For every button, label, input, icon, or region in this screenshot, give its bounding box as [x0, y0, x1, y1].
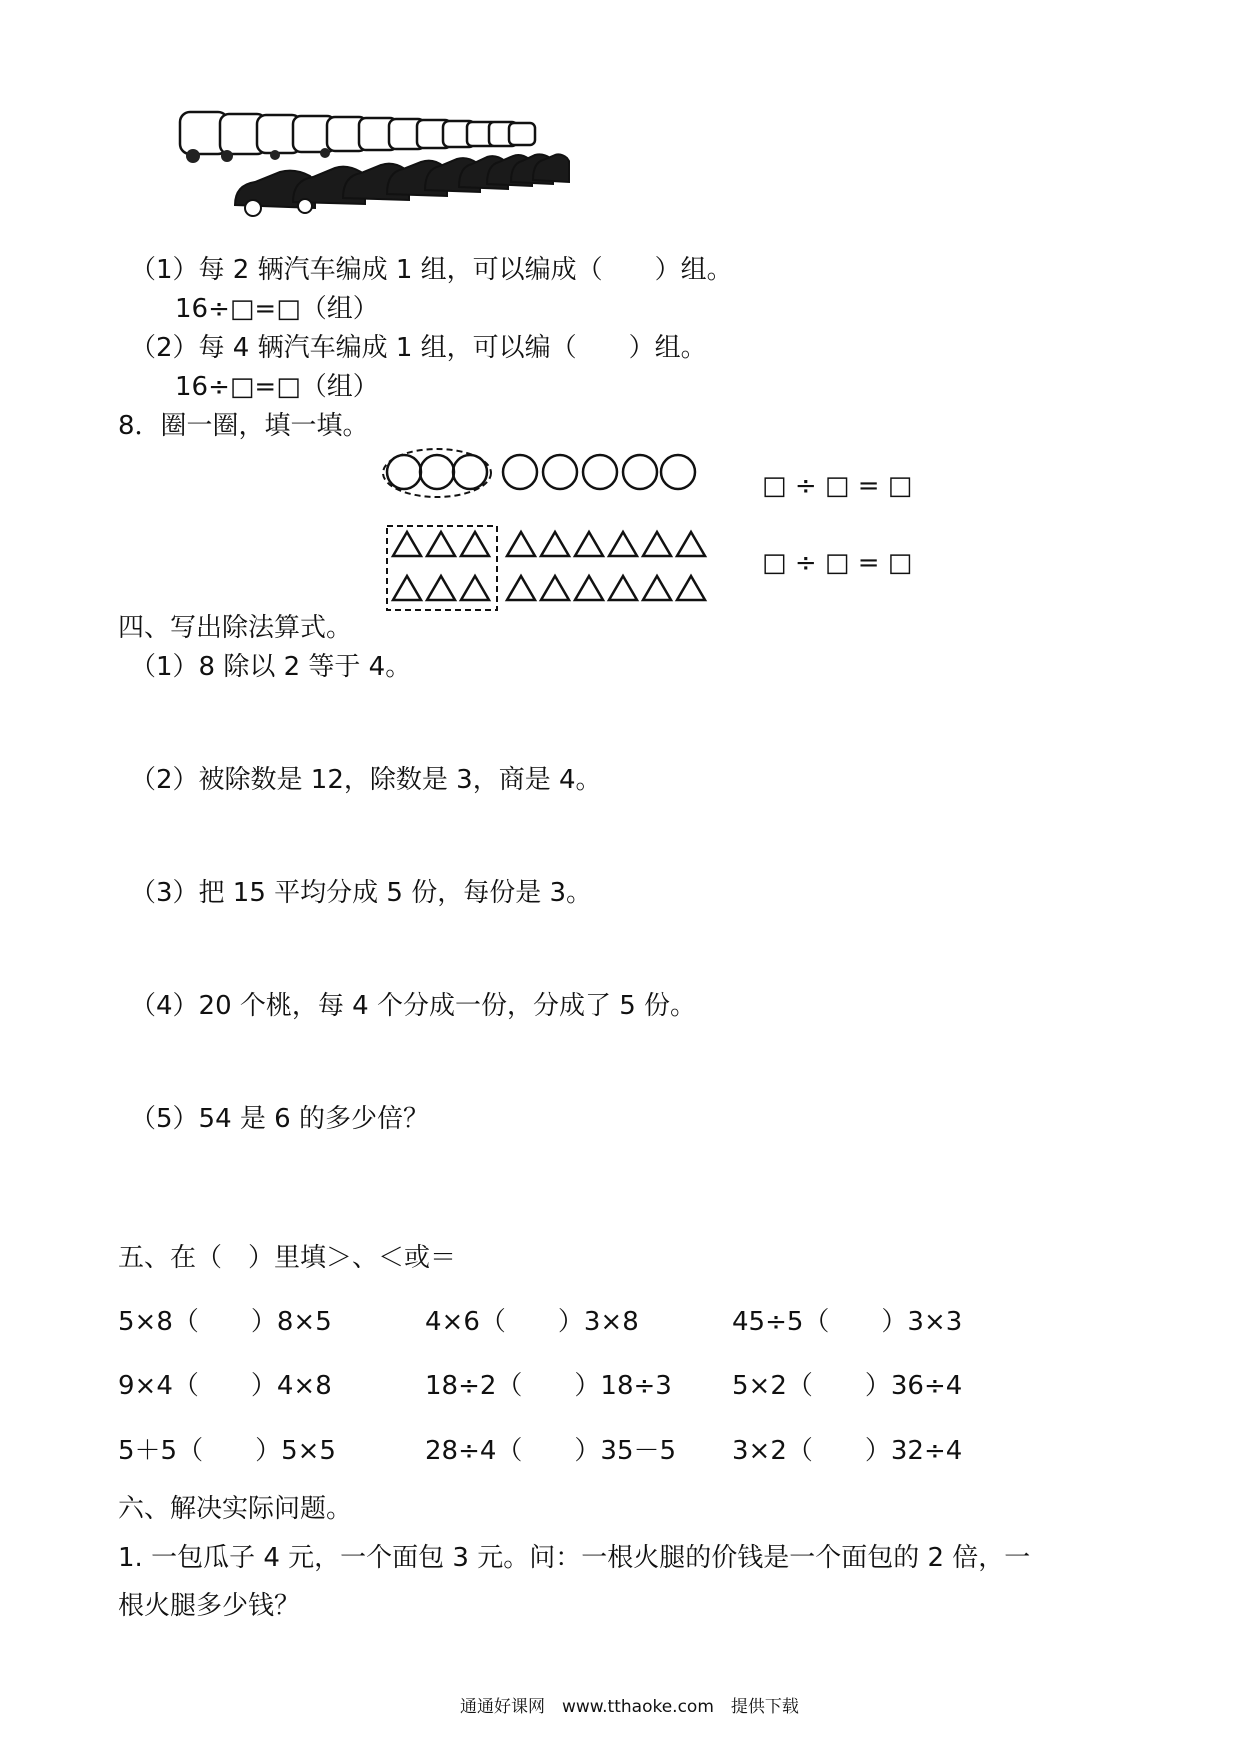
section-6-question-line-2: 根火腿多少钱？	[118, 1591, 301, 1621]
section-6-title: 六、解决实际问题。	[118, 1494, 353, 1524]
formula-8-2: □ ÷ □ = □	[762, 548, 913, 578]
formula-7-2: 16÷□=□（组）	[175, 372, 379, 402]
section-4-item-3: （3）把 15 平均分成 5 份，每份是 3。	[130, 878, 593, 908]
compare-3-1: 5＋5（ ）5×5	[118, 1436, 336, 1466]
problem-8-title: 8．圈一圈，填一填。	[118, 411, 369, 441]
section-4-item-5: （5）54 是 6 的多少倍？	[130, 1104, 429, 1134]
section-4-title: 四、写出除法算式。	[118, 613, 353, 643]
section-4-item-2: （2）被除数是 12，除数是 3，商是 4。	[130, 765, 602, 795]
compare-1-3: 45÷5（ ）3×3	[732, 1307, 963, 1337]
section-4-item-4: （4）20 个桃，每 4 个分成一份，分成了 5 份。	[130, 991, 697, 1021]
formula-7-1: 16÷□=□（组）	[175, 294, 379, 324]
formula-8-1: □ ÷ □ = □	[762, 471, 913, 501]
section-5-title: 五、在（ ）里填＞、＜或＝	[118, 1243, 457, 1273]
compare-1-2: 4×6（ ）3×8	[425, 1307, 639, 1337]
vehicles-illustration	[175, 110, 595, 240]
compare-2-3: 5×2（ ）36÷4	[732, 1371, 963, 1401]
compare-3-2: 28÷4（ ）35－5	[425, 1436, 677, 1466]
question-7-2: （2）每 4 辆汽车编成 1 组，可以编（ ）组。	[130, 333, 707, 363]
section-6-question-line-1: 1. 一包瓜子 4 元，一个面包 3 元。问：一根火腿的价钱是一个面包的 2 倍，一	[118, 1543, 1031, 1573]
triangles-figure	[385, 524, 715, 614]
compare-2-2: 18÷2（ ）18÷3	[425, 1371, 672, 1401]
compare-2-1: 9×4（ ）4×8	[118, 1371, 332, 1401]
circles-figure	[380, 448, 710, 518]
footer-source: 通通好课网 www.tthaoke.com 提供下载	[460, 1697, 799, 1717]
compare-1-1: 5×8（ ）8×5	[118, 1307, 332, 1337]
question-7-1: （1）每 2 辆汽车编成 1 组，可以编成（ ）组。	[130, 255, 733, 285]
section-4-item-1: （1）8 除以 2 等于 4。	[130, 652, 412, 682]
compare-3-3: 3×2（ ）32÷4	[732, 1436, 963, 1466]
